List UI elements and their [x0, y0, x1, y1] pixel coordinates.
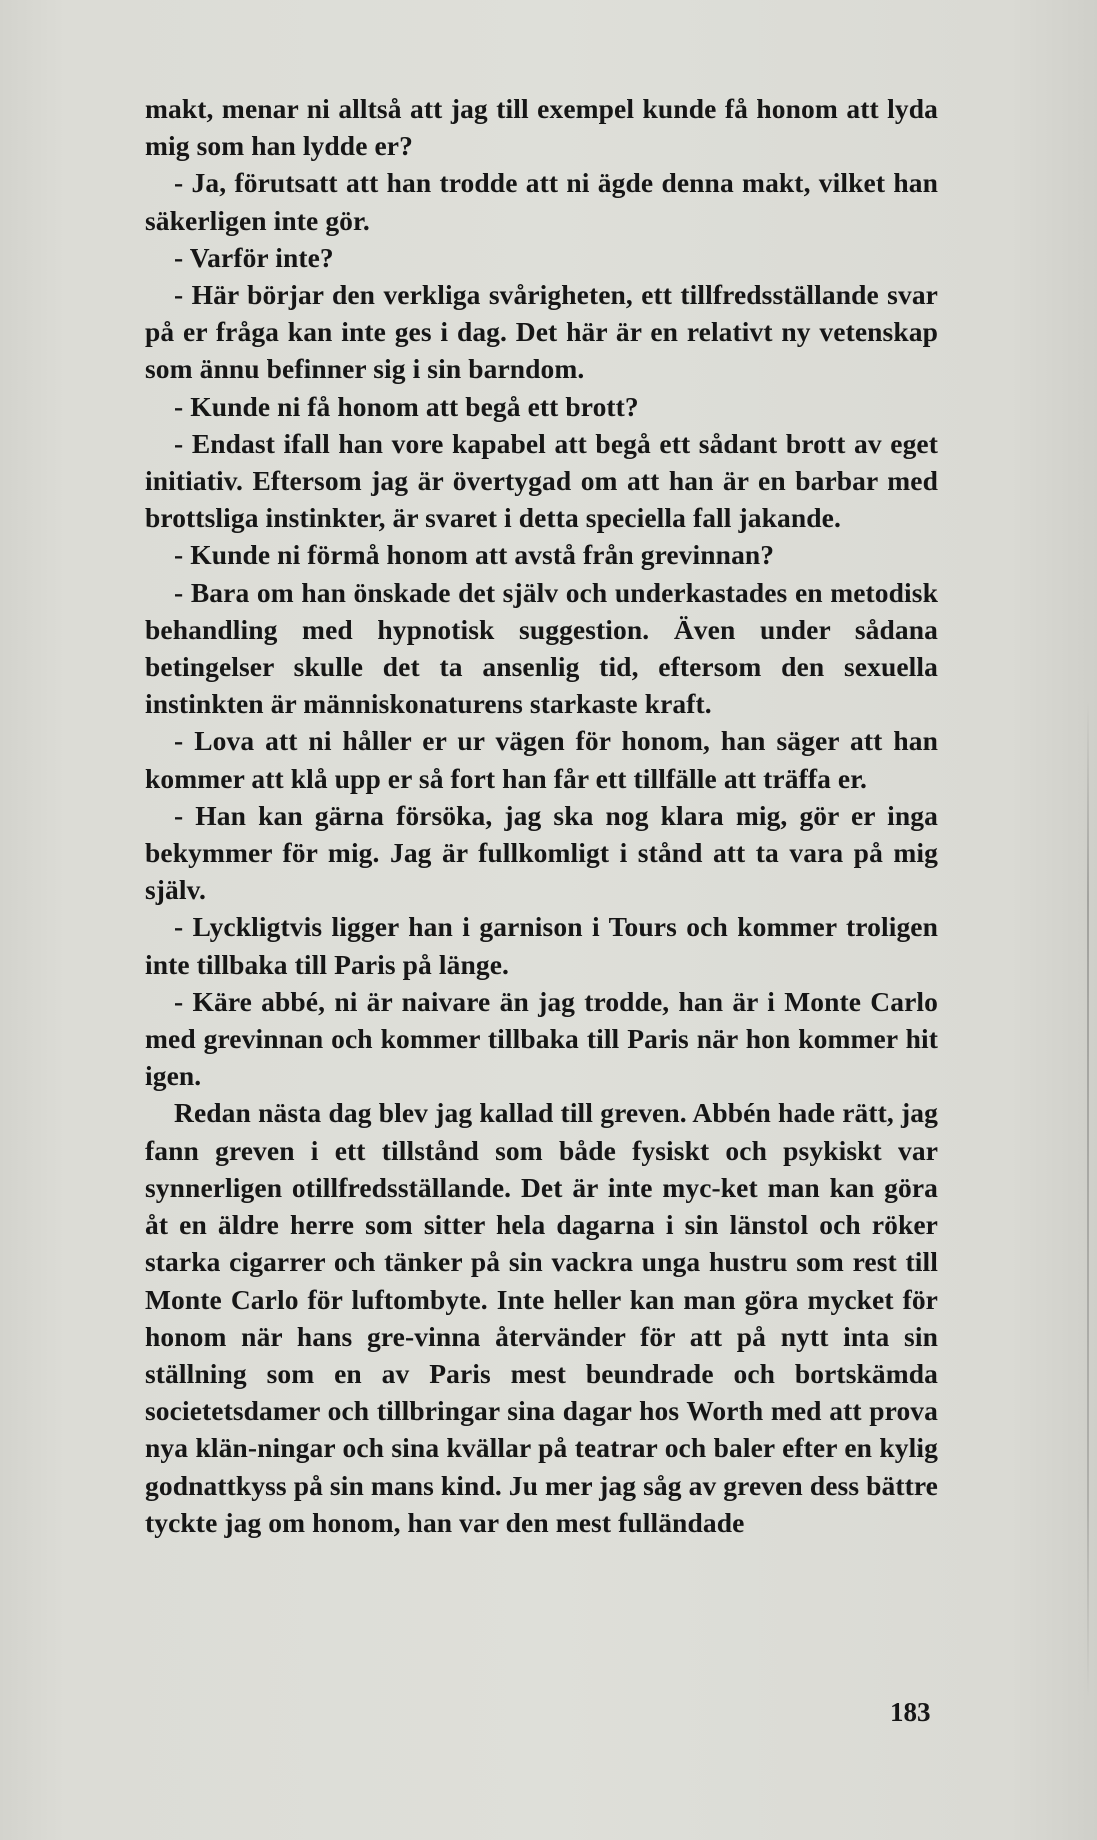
dialogue-line: - Ja, förutsatt att han trodde att ni ägde denna makt, vilket han säkerligen inte gör.: [145, 167, 938, 236]
narrative-paragraph: Redan nästa dag blev jag kallad till greven. Abbén hade rätt, jag fann greven i ett tillstånd som både fysiskt och psykiskt var synnerligen otillfredsställande. Det är inte myc-ket man kan göra åt en äldre herre som sitter hela dagarna i sin länstol och röker starka cigarrer och tänker på sin vackra unga hustru som rest till Monte Carlo för luftombyte. Inte heller kan man göra mycket för honom när hans gre-vinna återvänder för att på nytt inta sin ställning som en av Paris mest beundrade och bortskämda societetsdamer och tillbringar sina dagar hos Worth med att prova nya klän-ningar och sina kvällar på teatrar och baler efter en kylig godnattkyss på sin mans kind. Ju mer jag såg av greven dess bättre tyckte jag om honom, han var den mest fulländade: [145, 1097, 938, 1538]
dialogue-line: - Lova att ni håller er ur vägen för honom, han säger att han kommer att klå upp er så fort han får ett tillfälle att träffa er.: [145, 725, 938, 794]
dialogue-line: - Han kan gärna försöka, jag ska nog klara mig, gör er inga bekymmer för mig. Jag är fullkomligt i stånd att ta vara på mig själv.: [145, 799, 938, 906]
dialogue-line: - Endast ifall han vore kapabel att begå ett sådant brott av eget initiativ. Eftersom jag är övertygad om att han är en barbar med brottsliga instinkter, är svaret i detta speciella fall jakande.: [145, 427, 938, 534]
body-text: [145, 90, 938, 1541]
page-edge-shadow: [1087, 700, 1089, 1700]
dialogue-line: - Käre abbé, ni är naivare än jag trodde, han är i Monte Carlo med grevinnan och kommer tillbaka till Paris när hon kommer hit igen.: [145, 985, 938, 1092]
dialogue-line: - Bara om han önskade det själv och underkastades en metodisk behandling med hypnotisk suggestion. Även under sådana betingelser skulle det ta ansenlig tid, eftersom den sexuella instinkten är människonaturens starkaste kraft.: [145, 576, 938, 720]
dialogue-line: - Kunde ni få honom att begå ett brott?: [174, 390, 639, 422]
dialogue-line: - Här börjar den verkliga svårigheten, ett tillfredsställande svar på er fråga kan inte ges i dag. Det här är en relativt ny vetenskap som ännu befinner sig i sin barndom.: [145, 279, 938, 385]
dialogue-line: - Lyckligtvis ligger han i garnison i Tours och kommer troligen inte tillbaka till Paris på länge.: [145, 911, 938, 980]
page-number: 183: [890, 1697, 931, 1727]
dialogue-line: - Kunde ni förmå honom att avstå från grevinnan?: [174, 539, 775, 571]
paragraph: makt, menar ni alltså att jag till exempel kunde få honom att lyda mig som han lydde er?: [145, 93, 938, 162]
dialogue-line: - Varför inte?: [174, 241, 334, 273]
